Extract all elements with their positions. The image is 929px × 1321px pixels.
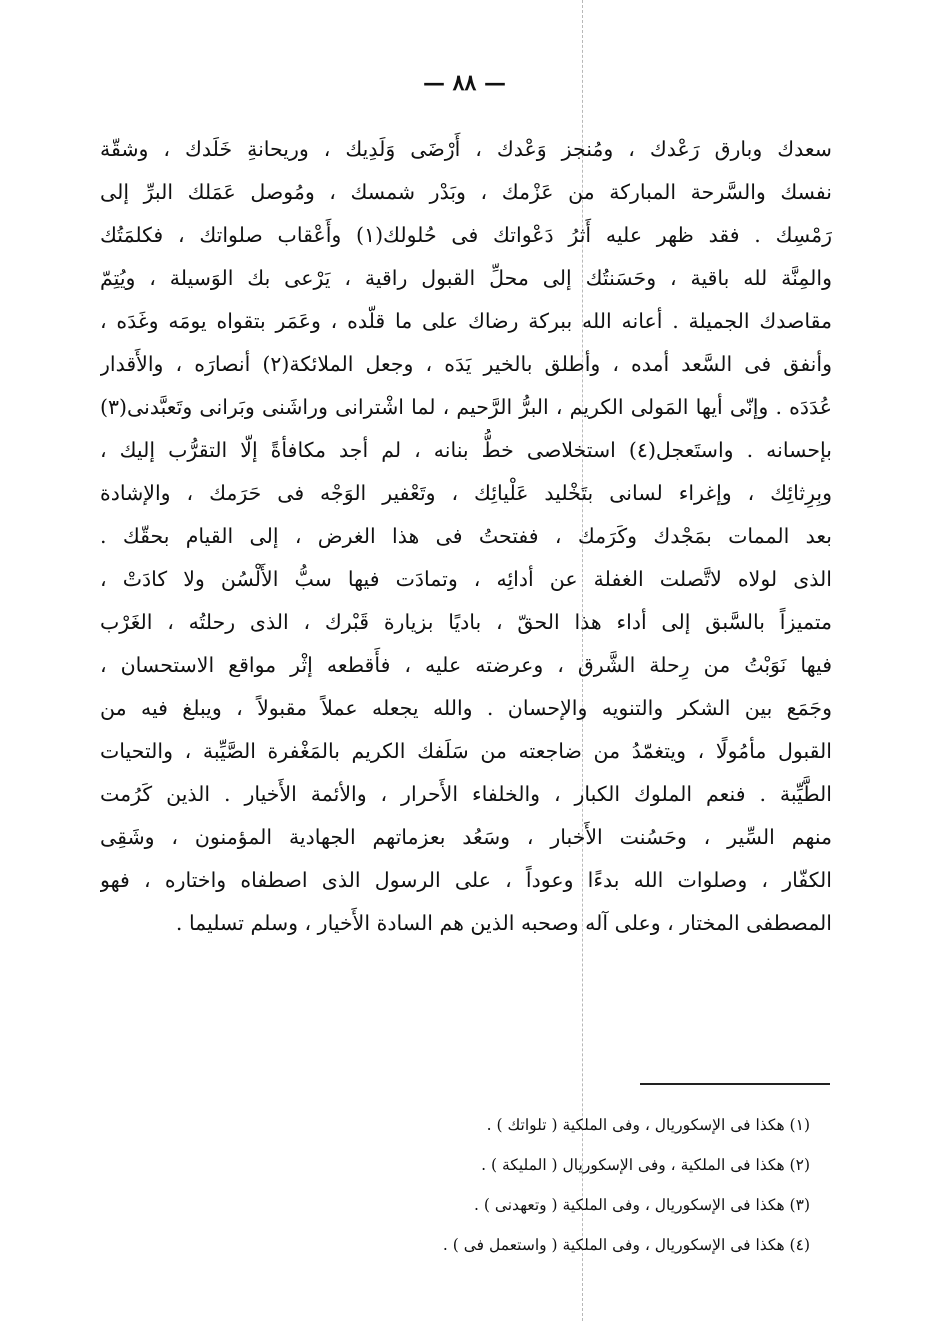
- text-line: وأنفق فى السَّعد أمده ، وأطلق بالخير يَدَه ، وجعل الملائكة(٢) أنصارَه ، والأَقدار: [100, 352, 832, 376]
- page-number: — ٨٨ —: [423, 70, 506, 96]
- footnote: (٣) هكذا فى الإسكوريال ، وفى الملكية ( وتعهدنى ) .: [474, 1196, 810, 1214]
- text-line: نفسك والسَّرحة المباركة من عَزْمك ، وبَدْر شمسك ، ومُوصل عَمَلك البرِّ إلى: [100, 180, 832, 204]
- text-line: عُدَدَه . وإنّى أيها المَولى الكريم ، البرُّ الرَّحيم ، لما اشْترانى وراشَنى وبَرانى وتَعبَّدنى(٣): [100, 395, 832, 419]
- text-line: وجَمَع بين الشكر والتنويه والإحسان . والله يجعله عملاً مقبولاً ، ويبلغ فيه من: [100, 696, 832, 720]
- text-line: منهم السِّير ، وحَسُنت الأَخبار ، وسَعُد بعزماتهم الجهادية المؤمنون ، وشَقِى: [100, 825, 832, 849]
- footnotes: [300, 1105, 810, 1265]
- text-line: الطَّيِّبة . فنعم الملوك الكبار ، والخلفاء الأَحرار ، والأئمة الأَخيار . الذين كَرُمت: [100, 782, 832, 806]
- main-text: [100, 128, 832, 945]
- text-line: بإحسانه . واستَعجل(٤) استخلاصى خطُّ بنانه ، لم أجد مكافأةً إلّا التقرُّب إليك ،: [100, 438, 832, 462]
- footnote: (١) هكذا فى الإسكوريال ، وفى الملكية ( تلواتك ) .: [486, 1116, 810, 1134]
- text-line: بعد الممات بمَجْدك وكَرَمك ، ففتحتُ فى هذا الغرض ، إلى القيام بحقّك .: [100, 524, 832, 548]
- footnote-separator: [640, 1083, 830, 1085]
- footnote: (٤) هكذا فى الإسكوريال ، وفى الملكية ( واستعمل فى ) .: [442, 1236, 810, 1254]
- text-line: القبول مأمُولًا ، ويتغمّدُ من ضاجعته من سَلَفك الكريم بالمَغْفرة الصَّيِّبة ، والتحيات: [100, 739, 832, 763]
- text-line: متميزاً بالسَّبق إلى أداء هذا الحقّ ، باديًا بزيارة قَبْرك ، الذى رحلتُه ، الغَرْب: [100, 610, 832, 634]
- text-line: الكفّار ، وصلوات الله بدءًا وعوداً ، على الرسول الذى اصطفاه واختاره ، فهو: [100, 868, 832, 892]
- footnote: (٢) هكذا فى الملكية ، وفى الإسكوريال ( المليكة ) .: [481, 1156, 810, 1174]
- text-line: فيها نَوَبْتُ من رِحلة الشَّرق ، وعرضته عليه ، فأَقطعه إثْر مواقع الاستحسان ،: [100, 653, 832, 677]
- text-line: وبِرِثائِك ، وإغراء لسانى بتَخْليد عَلْيائِك ، وتَعْفير الوَجْه فى حَرَمك ، والإشادة: [100, 481, 832, 505]
- text-line: الذى لولاه لاتَّصلت الغفلة عن أدائِه ، وتمادَت فيها سبُّ الأَلْسُن ولا كادَتْ ،: [100, 567, 832, 591]
- text-line: رَمْسِك . فقد ظهر عليه أَثرُ دَعْواتك فى حُلولك(١) وأَعْقاب صلواتك ، فكلمَتُك: [100, 223, 832, 247]
- text-line: المصطفى المختار ، وعلى آله وصحبه الذين هم السادة الأَخيار ، وسلم تسليما .: [175, 911, 832, 935]
- text-line: مقاصدك الجميلة . أعانه الله ببركة رضاك على ما قلّده ، وعَمَر بتقواه يومَه وغَدَه ،: [100, 309, 832, 333]
- text-line: سعدك وبارق رَعْدك ، ومُنجز وَعْدك ، أَرْضَى وَلَدِيك ، وريحانةِ خَلَدك ، وشقّة: [100, 137, 832, 161]
- text-line: والمِنَّة لله باقية ، وحَسَنتُك إلى محلِّ القبول راقية ، يَرْعى بك الوَسيلة ، ويُتِمّ: [100, 266, 832, 290]
